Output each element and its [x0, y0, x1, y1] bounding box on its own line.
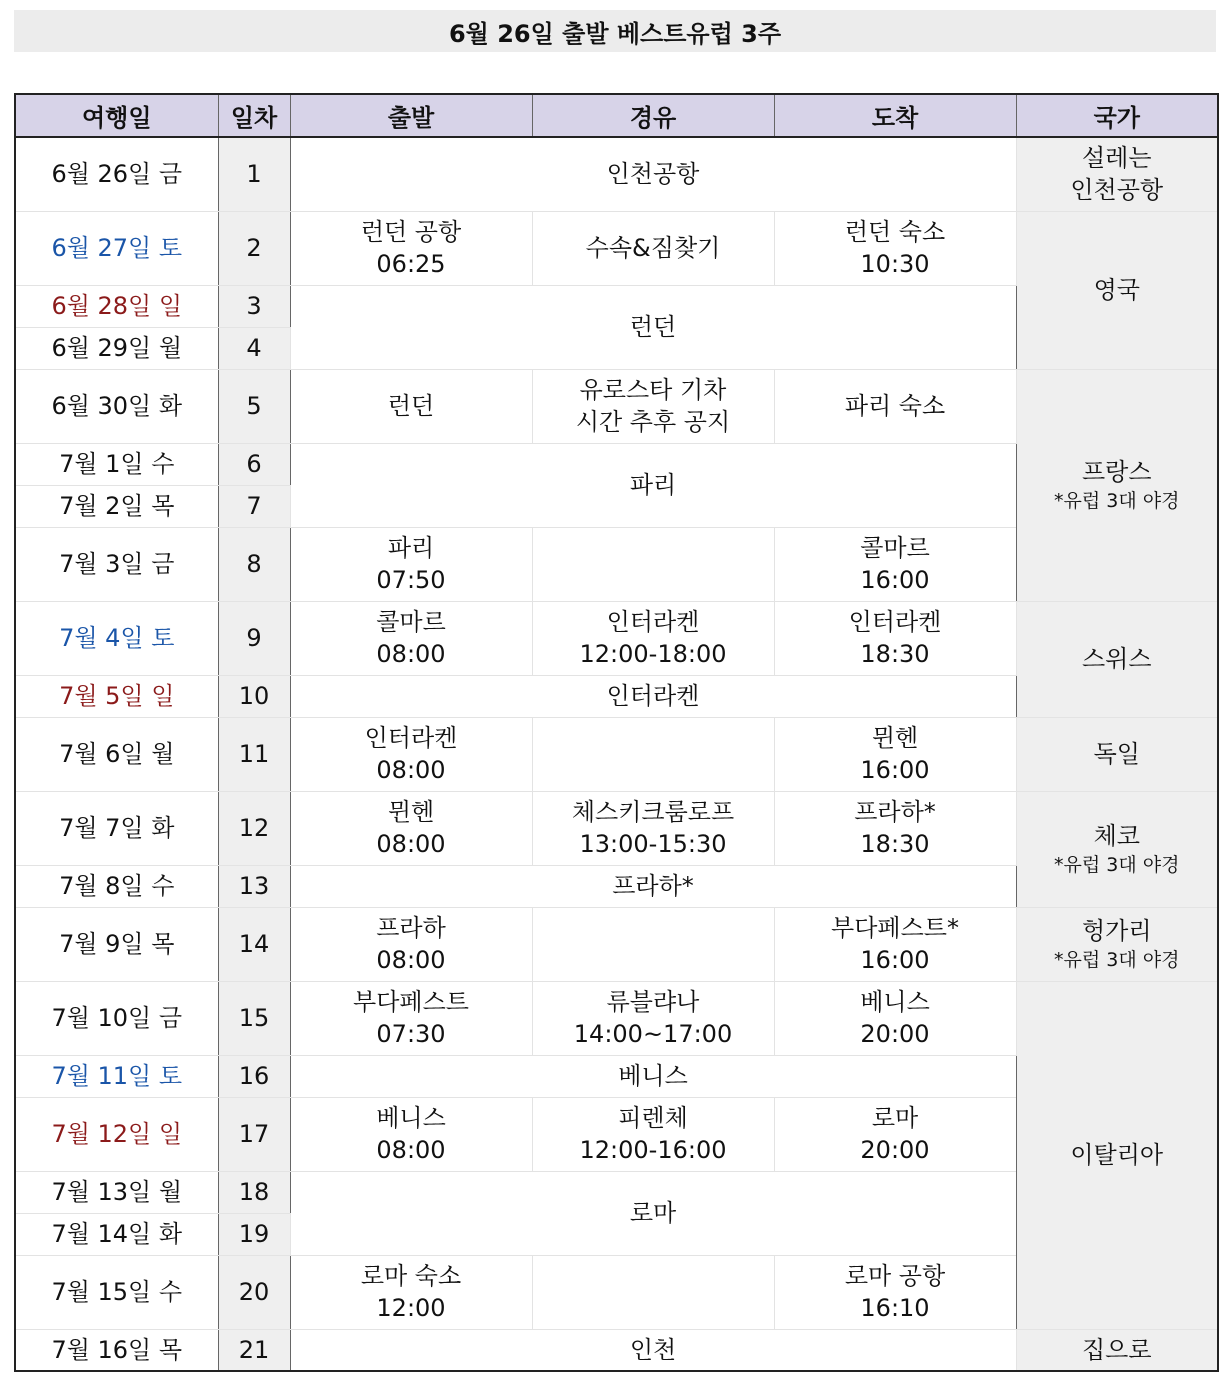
country-label: 영국	[1093, 276, 1140, 304]
via-place: 유로스타 기차	[579, 376, 727, 404]
depart-cell	[290, 1255, 532, 1329]
date-cell: 7월 14일 화	[15, 1213, 218, 1255]
date-cell: 6월 29일 월	[15, 327, 218, 369]
day-cell: 8	[218, 527, 290, 601]
arrive-place: 베니스	[860, 988, 930, 1016]
arrive-time: 20:00	[860, 1136, 930, 1164]
table-row	[15, 211, 1218, 285]
country-note: *유럽 3대 야경	[1054, 854, 1180, 876]
date-cell: 7월 5일 일	[15, 675, 218, 717]
via-place: 체스키크룸로프	[571, 798, 735, 826]
depart-place: 인터라켄	[364, 724, 458, 752]
depart-time: 12:00	[376, 1294, 446, 1322]
country-cell	[1016, 717, 1218, 791]
header-via: 경유	[532, 94, 774, 137]
country-label: 독일	[1093, 740, 1140, 768]
date-cell: 7월 1일 수	[15, 443, 218, 485]
arrive-place: 콜마르	[860, 534, 930, 562]
merged-location-cell: 베니스	[290, 1055, 1016, 1097]
depart-time: 08:00	[376, 640, 446, 668]
depart-time: 07:30	[376, 1020, 446, 1048]
day-cell: 1	[218, 137, 290, 211]
depart-place: 파리	[387, 534, 435, 562]
depart-time: 08:00	[376, 830, 446, 858]
via-cell	[532, 907, 774, 981]
depart-place: 프라하	[376, 914, 446, 942]
page-title: 6월 26일 출발 베스트유럽 3주	[14, 10, 1216, 52]
depart-cell	[290, 527, 532, 601]
depart-time: 07:50	[376, 566, 446, 594]
date-cell: 7월 6일 월	[15, 717, 218, 791]
depart-cell	[290, 211, 532, 285]
via-cell	[532, 1097, 774, 1171]
table-header-row	[15, 94, 1218, 137]
depart-cell	[290, 791, 532, 865]
merged-location-cell: 인천	[290, 1329, 1016, 1371]
depart-cell	[290, 981, 532, 1055]
arrive-time: 16:00	[860, 566, 930, 594]
country-label: 스위스	[1081, 645, 1152, 673]
date-cell: 7월 12일 일	[15, 1097, 218, 1171]
via-time: 13:00-15:30	[579, 830, 727, 858]
via-cell	[532, 717, 774, 791]
arrive-place: 런던 숙소	[844, 218, 946, 246]
day-cell: 5	[218, 369, 290, 443]
country-note: *유럽 3대 야경	[1054, 490, 1180, 512]
country-cell	[1016, 907, 1218, 981]
arrive-time: 16:10	[860, 1294, 930, 1322]
arrive-cell	[774, 527, 1016, 601]
via-time: 12:00-16:00	[579, 1136, 727, 1164]
country-label: 체코	[1093, 822, 1140, 850]
merged-location-cell: 인터라켄	[290, 675, 1016, 717]
depart-place: 뮌헨	[387, 798, 435, 826]
table-row	[15, 791, 1218, 865]
arrive-cell	[774, 1255, 1016, 1329]
table-row	[15, 907, 1218, 981]
date-cell: 6월 26일 금	[15, 137, 218, 211]
depart-time: 08:00	[376, 946, 446, 974]
day-cell: 10	[218, 675, 290, 717]
header-depart: 출발	[290, 94, 532, 137]
country-label: 집으로	[1081, 1335, 1152, 1364]
depart-cell	[290, 907, 532, 981]
arrive-place: 인터라켄	[848, 608, 942, 636]
merged-location-cell: 인천공항	[290, 137, 1016, 211]
arrive-cell	[774, 601, 1016, 675]
header-date: 여행일	[15, 94, 218, 137]
arrive-place: 부다페스트*	[831, 914, 959, 942]
merged-location-cell: 로마	[290, 1171, 1016, 1255]
depart-cell	[290, 601, 532, 675]
via-note: 시간 추후 공지	[575, 408, 731, 436]
via-place: 류블랴나	[606, 988, 700, 1016]
date-cell: 7월 3일 금	[15, 527, 218, 601]
arrive-time: 10:30	[860, 250, 930, 278]
header-arrive: 도착	[774, 94, 1016, 137]
arrive-cell	[774, 981, 1016, 1055]
day-cell: 16	[218, 1055, 290, 1097]
header-day: 일차	[218, 94, 290, 137]
depart-place: 로마 숙소	[360, 1262, 462, 1290]
day-cell: 12	[218, 791, 290, 865]
depart-place: 런던 공항	[360, 218, 462, 246]
day-cell: 3	[218, 285, 290, 327]
depart-cell	[290, 1097, 532, 1171]
merged-location-cell: 런던	[290, 285, 1016, 369]
arrive-place: 프라하*	[854, 798, 936, 826]
arrive-time: 18:30	[860, 640, 930, 668]
depart-time: 08:00	[376, 1136, 446, 1164]
day-cell: 13	[218, 865, 290, 907]
header-country: 국가	[1016, 94, 1218, 137]
country-label: 설레는	[1081, 144, 1152, 173]
arrive-cell	[774, 791, 1016, 865]
country-cell	[1016, 137, 1218, 211]
country-cell	[1016, 1329, 1218, 1371]
via-place: 피렌체	[618, 1104, 688, 1132]
date-cell: 6월 28일 일	[15, 285, 218, 327]
depart-place: 런던	[387, 392, 435, 420]
date-cell: 7월 8일 수	[15, 865, 218, 907]
day-cell: 20	[218, 1255, 290, 1329]
depart-cell	[290, 717, 532, 791]
merged-location-cell: 프라하*	[290, 865, 1016, 907]
country-label: 프랑스	[1081, 458, 1152, 486]
country-cell	[1016, 981, 1218, 1329]
arrive-cell	[774, 211, 1016, 285]
country-cell	[1016, 211, 1218, 369]
depart-time: 06:25	[376, 250, 446, 278]
table-row	[15, 1329, 1218, 1371]
day-cell: 19	[218, 1213, 290, 1255]
date-cell: 7월 9일 목	[15, 907, 218, 981]
date-cell: 7월 4일 토	[15, 601, 218, 675]
via-cell	[532, 369, 774, 443]
day-cell: 6	[218, 443, 290, 485]
arrive-place: 로마 공항	[844, 1262, 946, 1290]
via-cell	[532, 981, 774, 1055]
arrive-place: 파리 숙소	[844, 392, 946, 420]
depart-place: 베니스	[376, 1104, 446, 1132]
table-row	[15, 369, 1218, 443]
date-cell: 7월 15일 수	[15, 1255, 218, 1329]
day-cell: 2	[218, 211, 290, 285]
arrive-time: 18:30	[860, 830, 930, 858]
arrive-cell	[774, 369, 1016, 443]
depart-time: 08:00	[376, 756, 446, 784]
depart-place: 부다페스트	[353, 988, 469, 1016]
date-cell: 6월 27일 토	[15, 211, 218, 285]
arrive-place: 로마	[871, 1104, 919, 1132]
via-cell	[532, 601, 774, 675]
table-row	[15, 601, 1218, 675]
country-label: 헝가리	[1081, 917, 1152, 945]
date-cell: 7월 10일 금	[15, 981, 218, 1055]
day-cell: 14	[218, 907, 290, 981]
depart-cell	[290, 369, 532, 443]
arrive-place: 뮌헨	[871, 724, 919, 752]
day-cell: 17	[218, 1097, 290, 1171]
date-cell: 6월 30일 화	[15, 369, 218, 443]
day-cell: 4	[218, 327, 290, 369]
country-cell	[1016, 369, 1218, 601]
day-cell: 21	[218, 1329, 290, 1371]
arrive-cell	[774, 717, 1016, 791]
day-cell: 18	[218, 1171, 290, 1213]
arrive-time: 16:00	[860, 756, 930, 784]
day-cell: 15	[218, 981, 290, 1055]
day-cell: 11	[218, 717, 290, 791]
date-cell: 7월 13일 월	[15, 1171, 218, 1213]
country-cell	[1016, 791, 1218, 907]
table-row	[15, 981, 1218, 1055]
country-note: *유럽 3대 야경	[1054, 949, 1180, 971]
arrive-cell	[774, 907, 1016, 981]
via-cell	[532, 211, 774, 285]
via-place: 수속&짐찾기	[585, 234, 721, 262]
arrive-time: 20:00	[860, 1020, 930, 1048]
arrive-time: 16:00	[860, 946, 930, 974]
date-cell: 7월 16일 목	[15, 1329, 218, 1371]
merged-location-cell: 파리	[290, 443, 1016, 527]
day-cell: 7	[218, 485, 290, 527]
table-row	[15, 137, 1218, 211]
via-time: 12:00-18:00	[579, 640, 727, 668]
day-cell: 9	[218, 601, 290, 675]
date-cell: 7월 7일 화	[15, 791, 218, 865]
via-cell	[532, 527, 774, 601]
itinerary-table	[14, 93, 1219, 1372]
via-place: 인터라켄	[606, 608, 700, 636]
country-label: 이탈리아	[1070, 1141, 1164, 1169]
country-label: 인천공항	[1070, 176, 1164, 205]
via-cell	[532, 1255, 774, 1329]
date-cell: 7월 2일 목	[15, 485, 218, 527]
arrive-cell	[774, 1097, 1016, 1171]
via-cell	[532, 791, 774, 865]
depart-place: 콜마르	[376, 608, 446, 636]
via-time: 14:00~17:00	[573, 1020, 733, 1048]
table-row	[15, 717, 1218, 791]
country-cell	[1016, 601, 1218, 717]
date-cell: 7월 11일 토	[15, 1055, 218, 1097]
